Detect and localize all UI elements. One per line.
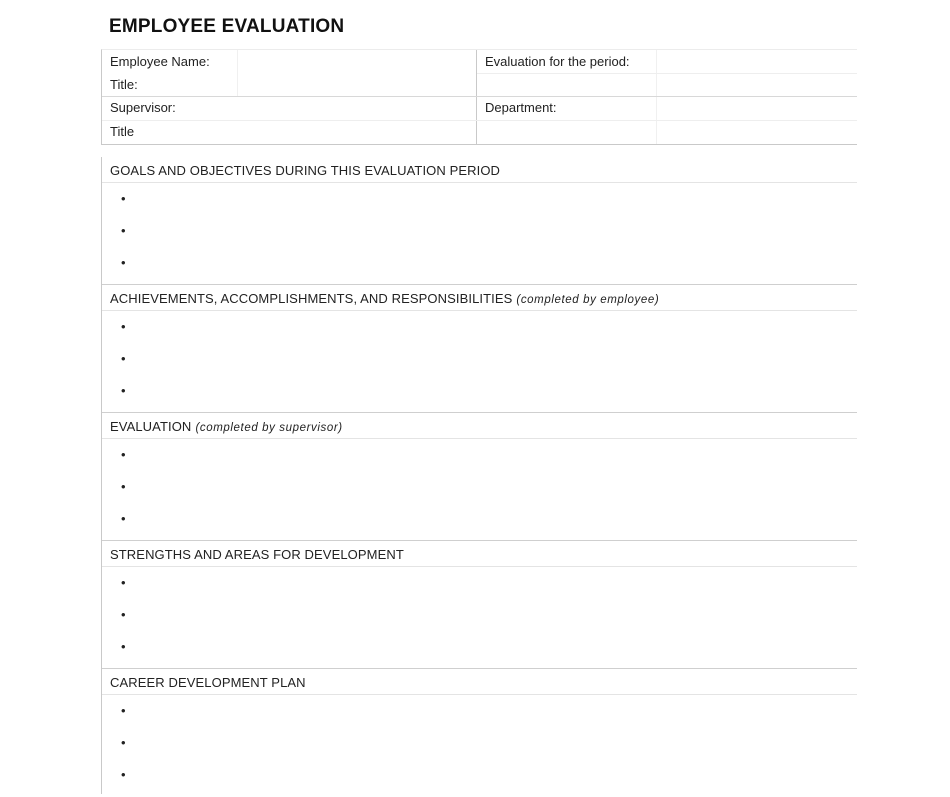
section-heading: [110, 547, 404, 562]
bullet-point: •: [121, 351, 126, 366]
grid-rule: [102, 120, 857, 121]
section-rule: [102, 310, 857, 311]
bullet-point: •: [121, 607, 126, 622]
bullet-point: •: [121, 319, 126, 334]
page-title: EMPLOYEE EVALUATION: [109, 16, 345, 37]
section-heading: [110, 419, 343, 434]
bullet-point: •: [121, 191, 126, 206]
grid-rule: [477, 73, 857, 74]
bullet-point: •: [121, 735, 126, 750]
grid-divider: [476, 50, 477, 144]
grid-divider: [237, 50, 238, 96]
section-evaluation: [102, 413, 857, 541]
section-note: (completed by employee): [516, 294, 660, 306]
section-heading-text: CAREER DEVELOPMENT PLAN: [110, 675, 306, 690]
section-rule: [102, 694, 857, 695]
section-rule: [102, 182, 857, 183]
section-rule: [102, 566, 857, 567]
section-strengths: [102, 541, 857, 669]
section-heading-text: STRENGTHS AND AREAS FOR DEVELOPMENT: [110, 547, 404, 562]
bullet-point: •: [121, 767, 126, 782]
bullet-point: •: [121, 639, 126, 654]
evaluation-sections: [101, 157, 857, 794]
bullet-point: •: [121, 703, 126, 718]
section-goals: [102, 157, 857, 285]
employee-info-grid: [101, 49, 857, 145]
section-note: (completed by supervisor): [195, 422, 343, 434]
employee-title-label: Title:: [110, 77, 138, 92]
supervisor-label: Supervisor:: [110, 100, 176, 115]
section-achievements: [102, 285, 857, 413]
evaluation-period-label: Evaluation for the period:: [485, 54, 630, 69]
grid-rule: [102, 96, 857, 97]
section-rule: [102, 438, 857, 439]
bullet-point: •: [121, 255, 126, 270]
section-heading: [110, 291, 659, 306]
section-heading-text: GOALS AND OBJECTIVES DURING THIS EVALUATION PERIOD: [110, 163, 501, 178]
bullet-point: •: [121, 447, 126, 462]
section-heading: [110, 675, 306, 690]
bullet-point: •: [121, 223, 126, 238]
bullet-point: •: [121, 479, 126, 494]
supervisor-title-label: Title: [110, 124, 135, 139]
employee-name-label: Employee Name:: [110, 54, 210, 69]
bullet-point: •: [121, 575, 126, 590]
section-heading: [110, 163, 500, 178]
bullet-point: •: [121, 383, 126, 398]
department-label: Department:: [485, 100, 557, 115]
section-career: [102, 669, 857, 797]
bullet-point: •: [121, 511, 126, 526]
section-heading-text: ACHIEVEMENTS, ACCOMPLISHMENTS, AND RESPONSIBILITIES: [110, 291, 513, 306]
grid-divider: [656, 50, 657, 144]
section-heading-text: EVALUATION: [110, 419, 192, 434]
